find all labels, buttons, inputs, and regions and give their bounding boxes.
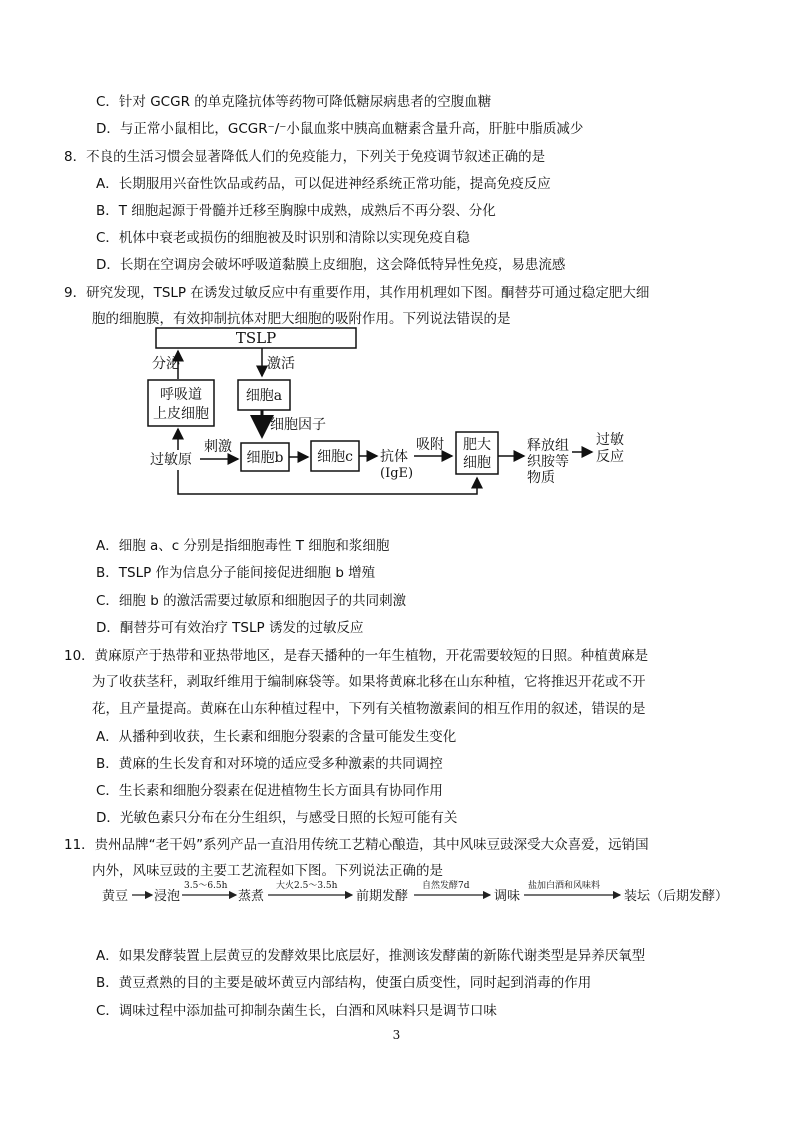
q10-option-c: C．生长素和细胞分裂素在促进植物生长方面具有协同作用	[96, 783, 443, 799]
flow-step-season: 调味	[494, 889, 521, 904]
flow-step-soak: 浸泡	[154, 889, 181, 904]
q9-option-d: D．酮替芬可有效治疗 TSLP 诱发的过敏反应	[96, 620, 364, 636]
release-label-1: 释放组	[527, 438, 569, 454]
cell-a-label: 细胞a	[245, 388, 283, 404]
tslp-mechanism-diagram	[140, 324, 660, 504]
q8-stem: 8．不良的生活习惯会显著降低人们的免疫能力，下列关于免疫调节叙述正确的是	[64, 149, 546, 165]
q10-option-d: D．光敏色素只分布在分生组织，与感受日照的长短可能有关	[96, 810, 458, 826]
douchi-process-flow	[98, 874, 738, 914]
q8-option-c: C．机体中衰老或损伤的细胞被及时识别和清除以实现免疫自稳	[96, 230, 470, 246]
airway-label-2: 上皮细胞	[153, 406, 209, 422]
q9-option-a: A．细胞 a、c 分别是指细胞毒性 T 细胞和浆细胞	[96, 538, 390, 554]
release-label-2: 织胺等	[527, 454, 569, 470]
q10-option-a: A．从播种到收获，生长素和细胞分裂素的含量可能发生变化	[96, 729, 457, 745]
flow-time-ferment: 自然发酵7d	[422, 881, 470, 891]
flow-season-additives: 盐加白酒和风味料	[528, 881, 601, 891]
q9-option-c: C．细胞 b 的激活需要过敏原和细胞因子的共同刺激	[96, 593, 407, 609]
reaction-label-1: 过敏	[596, 432, 624, 448]
flow-step-jar: 装坛（后期发酵）	[624, 889, 729, 904]
q11-option-a: A．如果发酵装置上层黄豆的发酵效果比底层好，推测该发酵菌的新陈代谢类型是异养厌氧型	[96, 948, 646, 964]
tslp-label: TSLP	[235, 329, 277, 347]
airway-label-1: 呼吸道	[160, 387, 202, 403]
reaction-label-2: 反应	[596, 449, 624, 465]
q7-option-c: C．针对 GCGR 的单克隆抗体等药物可降低糖尿病患者的空腹血糖	[96, 94, 492, 110]
flow-time-soak: 3.5～6.5h	[184, 881, 228, 891]
flow-time-steam: 大火2.5～3.5h	[276, 881, 338, 891]
mast-label-2: 细胞	[463, 455, 491, 471]
flow-step-steam: 蒸煮	[238, 889, 265, 904]
stimulate-label: 刺激	[204, 439, 232, 455]
q11-stem-line1: 11．贵州品牌“老干妈”系列产品一直沿用传统工艺精心酿造，其中风味豆豉深受大众喜爱，远销国	[64, 837, 649, 853]
q8-option-a: A．长期服用兴奋性饮品或药品，可以促进神经系统正常功能，提高免疫反应	[96, 176, 551, 192]
q8-option-b: B．T 细胞起源于骨髓并迁移至胸腺中成熟，成熟后不再分裂、分化	[96, 203, 496, 219]
cell-c-label: 细胞c	[317, 449, 353, 465]
q10-stem-line1: 10．黄麻原产于热带和亚热带地区，是春天播种的一年生植物，开花需要较短的日照。种植黄麻是	[64, 648, 649, 664]
secrete-label: 分泌	[152, 356, 180, 372]
q10-stem-line2: 为了收获茎秆，剥取纤维用于编制麻袋等。如果将黄麻北移在山东种植，它将推迟开花或不开	[92, 674, 646, 690]
mast-label-1: 肥大	[463, 437, 491, 453]
flow-step-pre-ferment: 前期发酵	[356, 889, 409, 904]
page-number: 3	[392, 1028, 401, 1042]
release-label-3: 物质	[527, 470, 555, 486]
flow-step-soybean: 黄豆	[102, 889, 129, 904]
q9-stem-line2: 胞的细胞膜，有效抑制抗体对肥大细胞的吸附作用。下列说法错误的是	[92, 311, 511, 327]
q11-stem-line2: 内外，风味豆豉的主要工艺流程如下图。下列说法正确的是	[92, 863, 443, 879]
allergen-label: 过敏原	[150, 452, 192, 468]
q11-option-c: C．调味过程中添加盐可抑制杂菌生长，白酒和风味料只是调节口味	[96, 1003, 497, 1019]
cytokine-label: 细胞因子	[270, 417, 326, 433]
ige-label: (IgE)	[380, 466, 414, 481]
q11-option-b: B．黄豆煮熟的目的主要是破坏黄豆内部结构，使蛋白质变性，同时起到消毒的作用	[96, 975, 592, 991]
q10-stem-line3: 花，且产量提高。黄麻在山东种植过程中，下列有关植物激素间的相互作用的叙述，错误的是	[92, 701, 646, 717]
antibody-label: 抗体	[380, 449, 408, 465]
q9-option-b: B．TSLP 作为信息分子能间接促进细胞 b 增殖	[96, 565, 376, 581]
q9-stem-line1: 9．研究发现，TSLP 在诱发过敏反应中有重要作用，其作用机理如下图。酮替芬可通过稳定肥大细	[64, 285, 650, 301]
q7-option-d: D．与正常小鼠相比，GCGR⁻/⁻小鼠血浆中胰高血糖素含量升高，肝脏中脂质减少	[96, 121, 584, 137]
adsorb-label: 吸附	[416, 437, 444, 453]
q10-option-b: B．黄麻的生长发育和对环境的适应受多种激素的共同调控	[96, 756, 443, 772]
cell-b-label: 细胞b	[246, 450, 284, 466]
activate-label: 激活	[267, 356, 295, 372]
q8-option-d: D．长期在空调房会破坏呼吸道黏膜上皮细胞，这会降低特异性免疫，易患流感	[96, 257, 566, 273]
